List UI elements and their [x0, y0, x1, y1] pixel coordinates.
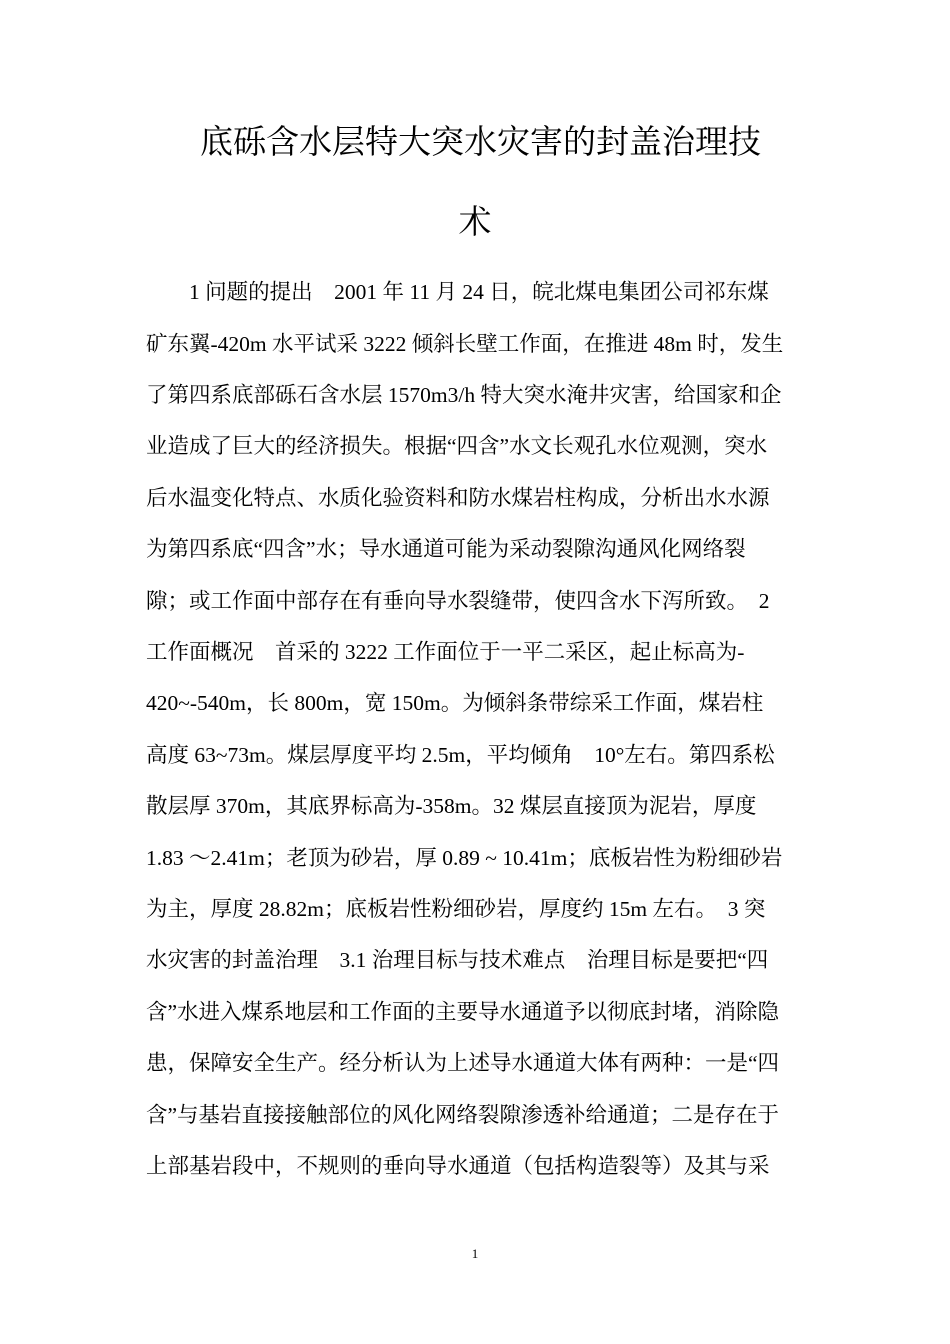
body-line: 患，保障安全生产。经分析认为上述导水通道大体有两种：一是“四: [146, 1051, 780, 1075]
page-number: 1: [471, 1246, 479, 1261]
body-line: 了第四系底部砾石含水层 1570m3/h 特大突水淹井灾害，给国家和企: [146, 383, 782, 407]
document-title-line-1: 底砾含水层特大突水灾害的封盖治理技: [200, 125, 761, 161]
body-line: 1.83 ～2.41m；老顶为砂岩，厚 0.89 ~ 10.41m；底板岩性为粉细砂岩: [146, 846, 783, 870]
body-line: 420~-540m，长 800m，宽 150m。为倾斜条带综采工作面，煤岩柱: [146, 691, 764, 715]
body-line: 隙；或工作面中部存在有垂向导水裂缝带，使四含水下泻所致。 2: [146, 589, 770, 613]
body-line: 1 问题的提出 2001 年 11 月 24 日，皖北煤电集团公司祁东煤: [146, 280, 769, 304]
body-line: 为主，厚度 28.82m；底板岩性粉细砂岩，厚度约 15m 左右。 3 突: [146, 897, 766, 921]
body-line: 含”与基岩直接接触部位的风化网络裂隙渗透补给通道；二是存在于: [146, 1103, 780, 1127]
body-line: 矿东翼-420m 水平试采 3222 倾斜长壁工作面，在推进 48m 时，发生: [146, 332, 784, 356]
body-line: 后水温变化特点、水质化验资料和防水煤岩柱构成，分析出水水源: [146, 486, 770, 510]
body-line: 业造成了巨大的经济损失。根据“四含”水文长观孔水位观测，突水: [146, 434, 768, 458]
body-line: 工作面概况 首采的 3222 工作面位于一平二采区，起止标高为-: [146, 640, 745, 664]
body-line: 水灾害的封盖治理 3.1 治理目标与技术难点 治理目标是要把“四: [146, 948, 769, 972]
body-line: 上部基岩段中，不规则的垂向导水通道（包括构造裂等）及其与采: [146, 1154, 770, 1178]
document-title-line-2: 术: [458, 205, 492, 241]
body-line: 含”水进入煤系地层和工作面的主要导水通道予以彻底封堵，消除隐: [146, 1000, 780, 1024]
body-line: 为第四系底“四含”水；导水通道可能为采动裂隙沟通风化网络裂: [146, 537, 746, 561]
body-line: 高度 63~73m。煤层厚度平均 2.5m，平均倾角 10°左右。第四系松: [146, 743, 775, 767]
body-line: 散层厚 370m，其底界标高为-358m。32 煤层直接顶为泥岩，厚度: [146, 794, 757, 818]
